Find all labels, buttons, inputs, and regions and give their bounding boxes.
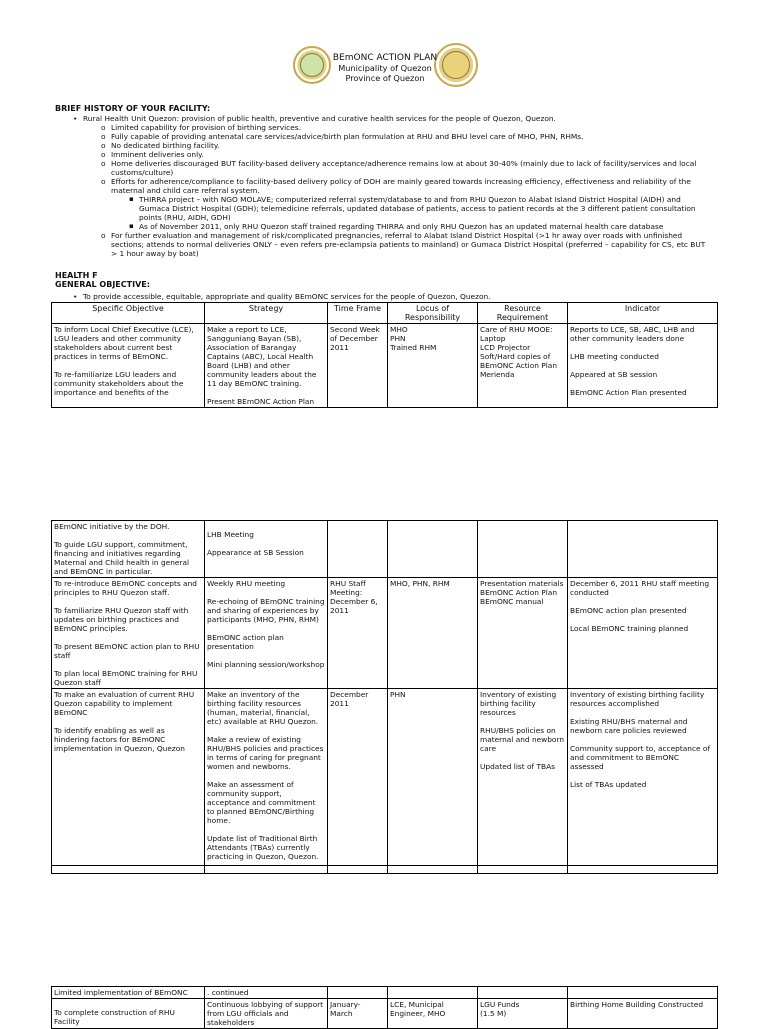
table-row — [52, 689, 718, 866]
table-header-row — [52, 303, 718, 324]
objective-cell: To complete construction of RHU Facility — [52, 999, 205, 1029]
time-frame-cell: Second Week of December 2011 — [328, 324, 388, 408]
resource-cell: Inventory of existing birthing facility resources RHU/BHS policies on maternal and newborn care Updated list of TBAs — [478, 689, 568, 866]
history-sub-bullet: o Home deliveries discouraged BUT facility-based delivery acceptance/adherence remains low at about 30-40% (mainly due to lack of facility/services and local customs/culture) — [111, 159, 713, 177]
table-row — [52, 578, 718, 689]
responsibility-cell: MHO, PHN, RHM — [388, 578, 478, 689]
table-row — [52, 324, 718, 408]
column-header: Resource Requirement — [478, 303, 568, 324]
column-header: Indicator — [568, 303, 718, 324]
indicator-cell: Birthing Home Building Constructed — [568, 999, 718, 1029]
strategy-cell: . continued — [205, 987, 328, 999]
time-frame-cell: January- March — [328, 999, 388, 1029]
column-header: Strategy — [205, 303, 328, 324]
table-row — [52, 866, 718, 874]
history-section — [83, 114, 713, 258]
resource-cell: Presentation materials BEmONC Action Plan BEmONC manual — [478, 578, 568, 689]
table-row — [52, 999, 718, 1029]
responsibility-cell: LCE, Municipal Engineer, MHO — [388, 999, 478, 1029]
history-heading: BRIEF HISTORY OF YOUR FACILITY: — [55, 104, 211, 113]
history-sub-bullet: o Efforts for adherence/compliance to facility-based delivery policy of DOH are mainly geared towards increasing efficiency, effectiveness and reliability of the maternal and child care referral system. — [111, 177, 713, 195]
objective-cell: To inform Local Chief Executive (LCE), LGU leaders and other community stakeholders about current best practices in terms of BEmONC. To re-familiarize LGU leaders and community stakeholders about the importance and benefits of the — [52, 324, 205, 408]
objective-cell: To make an evaluation of current RHU Quezon capability to implement BEmONC To identify enabling as well as hindering factors for BEmONC implementation in Quezon, Quezon — [52, 689, 205, 866]
health-heading: HEALTH F — [55, 271, 98, 280]
responsibility-cell: PHN — [388, 689, 478, 866]
indicator-cell: Inventory of existing birthing facility resources accomplished Existing RHU/BHS maternal and newborn care policies reviewed Community support to, acceptance of and commitment to BEmONC assessed List of TBAs updated — [568, 689, 718, 866]
action-plan-table-3 — [51, 986, 718, 1029]
history-sub-sub-bullet: ▪ THIRRA project – with NGO MOLAVE; computerized referral system/database to and from RHU Quezon to Alabat Island District Hospital (AIDH) and Gumaca District Hospital (GDH); telemedicine referrals, updated database of patients, access to patient records at the 3 different patient consultation points (RHU, AIDH, GDH) — [139, 195, 713, 222]
indicator-cell: December 6, 2011 RHU staff meeting conducted BEmONC action plan presented Local BEmONC training planned — [568, 578, 718, 689]
document-title-block — [300, 53, 470, 83]
history-main-bullet: • Rural Health Unit Quezon: provision of public health, preventive and curative health services for the people of Quezon, Quezon. — [83, 114, 713, 123]
municipality-name: Municipality of Quezon — [338, 63, 432, 73]
responsibility-cell — [388, 521, 478, 578]
column-header: Specific Objective — [52, 303, 205, 324]
indicator-cell: Reports to LCE, SB, ABC, LHB and other community leaders done LHB meeting conducted Appeared at SB session BEmONC Action Plan presented — [568, 324, 718, 408]
resource-cell: Care of RHU MOOE: Laptop LCD Projector Soft/Hard copies of BEmONC Action Plan Merienda — [478, 324, 568, 408]
strategy-cell: Continuous lobbying of support from LGU officials and stakeholders — [205, 999, 328, 1029]
history-sub-bullet: o No dedicated birthing facility. — [111, 141, 713, 150]
history-sub-bullet: o For further evaluation and management of risk/complicated pregnancies, referral to Alabat Island District Hospital (>1 hr away over roads with unfinished sections; attends to normal deliveries ONLY – even refers pre-eclampsia patients to mainland) or Gumaca District Hospital (preferred – capability for CS, etc BUT > 1 hour away by boat) — [111, 231, 713, 258]
time-frame-cell — [328, 521, 388, 578]
strategy-cell: LHB Meeting Appearance at SB Session — [205, 521, 328, 578]
strategy-cell: Make a report to LCE, Sangguniang Bayan (SB), Association of Barangay Captains (ABC), Local Health Board (LHB) and other community leaders about the 11 day BEmONC training. Present BEmONC Action Plan — [205, 324, 328, 408]
table-row — [52, 987, 718, 999]
general-objective — [83, 292, 713, 301]
province-name: Province of Quezon — [345, 73, 425, 83]
objective-cell: To re-introduce BEmONC concepts and principles to RHU Quezon staff. To familiarize RHU Quezon staff with updates on birthing practices and BEmONC principles. To present BEmONC action plan to RHU staff To plan local BEmONC training for RHU Quezon staff — [52, 578, 205, 689]
resource-cell: LGU Funds (1.5 M) — [478, 999, 568, 1029]
document-title: BEmONC ACTION PLAN — [332, 53, 438, 63]
general-objective-heading: GENERAL OBJECTIVE: — [55, 280, 150, 289]
action-plan-table-1 — [51, 302, 718, 408]
history-sub-bullet: o Imminent deliveries only. — [111, 150, 713, 159]
history-sub-bullet: o Limited capability for provision of birthing services. — [111, 123, 713, 132]
time-frame-cell: December 2011 — [328, 689, 388, 866]
resource-cell — [478, 521, 568, 578]
table-row — [52, 521, 718, 578]
responsibility-cell: MHO PHN Trained RHM — [388, 324, 478, 408]
column-header: Time Frame — [328, 303, 388, 324]
history-sub-bullet: o Fully capable of providing antenatal care services/advice/birth plan formulation at RHU and BHU level care of MHO, PHN, RHMs. — [111, 132, 713, 141]
strategy-cell: Weekly RHU meeting Re-echoing of BEmONC training and sharing of experiences by participants (MHO, PHN, RHM) BEmONC action plan presentation Mini planning session/workshop — [205, 578, 328, 689]
objective-cell: Limited implementation of BEmONC — [52, 987, 205, 999]
indicator-cell — [568, 521, 718, 578]
objective-cell: BEmONC initiative by the DOH. To guide LGU support, commitment, financing and initiatives regarding Maternal and Child health in general and BEmONC in particular. — [52, 521, 205, 578]
column-header: Locus of Responsibility — [388, 303, 478, 324]
action-plan-table-2 — [51, 520, 718, 874]
strategy-cell: Make an inventory of the birthing facility resources (human, material, financial, etc) available at RHU Quezon. Make a review of existing RHU/BHS policies and practices in terms of caring for pregnant women and newborns. Make an assessment of community support, acceptance and commitment to planned BEmONC/Birthing home. Update list of Traditional Birth Attendants (TBAs) currently practicing in Quezon, Quezon. — [205, 689, 328, 866]
general-objective-bullet: • To provide accessible, equitable, appropriate and quality BEmONC services for the people of Quezon, Quezon. — [83, 292, 713, 301]
history-sub-sub-bullet: ▪ As of November 2011, only RHU Quezon staff trained regarding THIRRA and only RHU Quezon has an updated maternal health care database — [139, 222, 713, 231]
time-frame-cell: RHU Staff Meeting: December 6, 2011 — [328, 578, 388, 689]
